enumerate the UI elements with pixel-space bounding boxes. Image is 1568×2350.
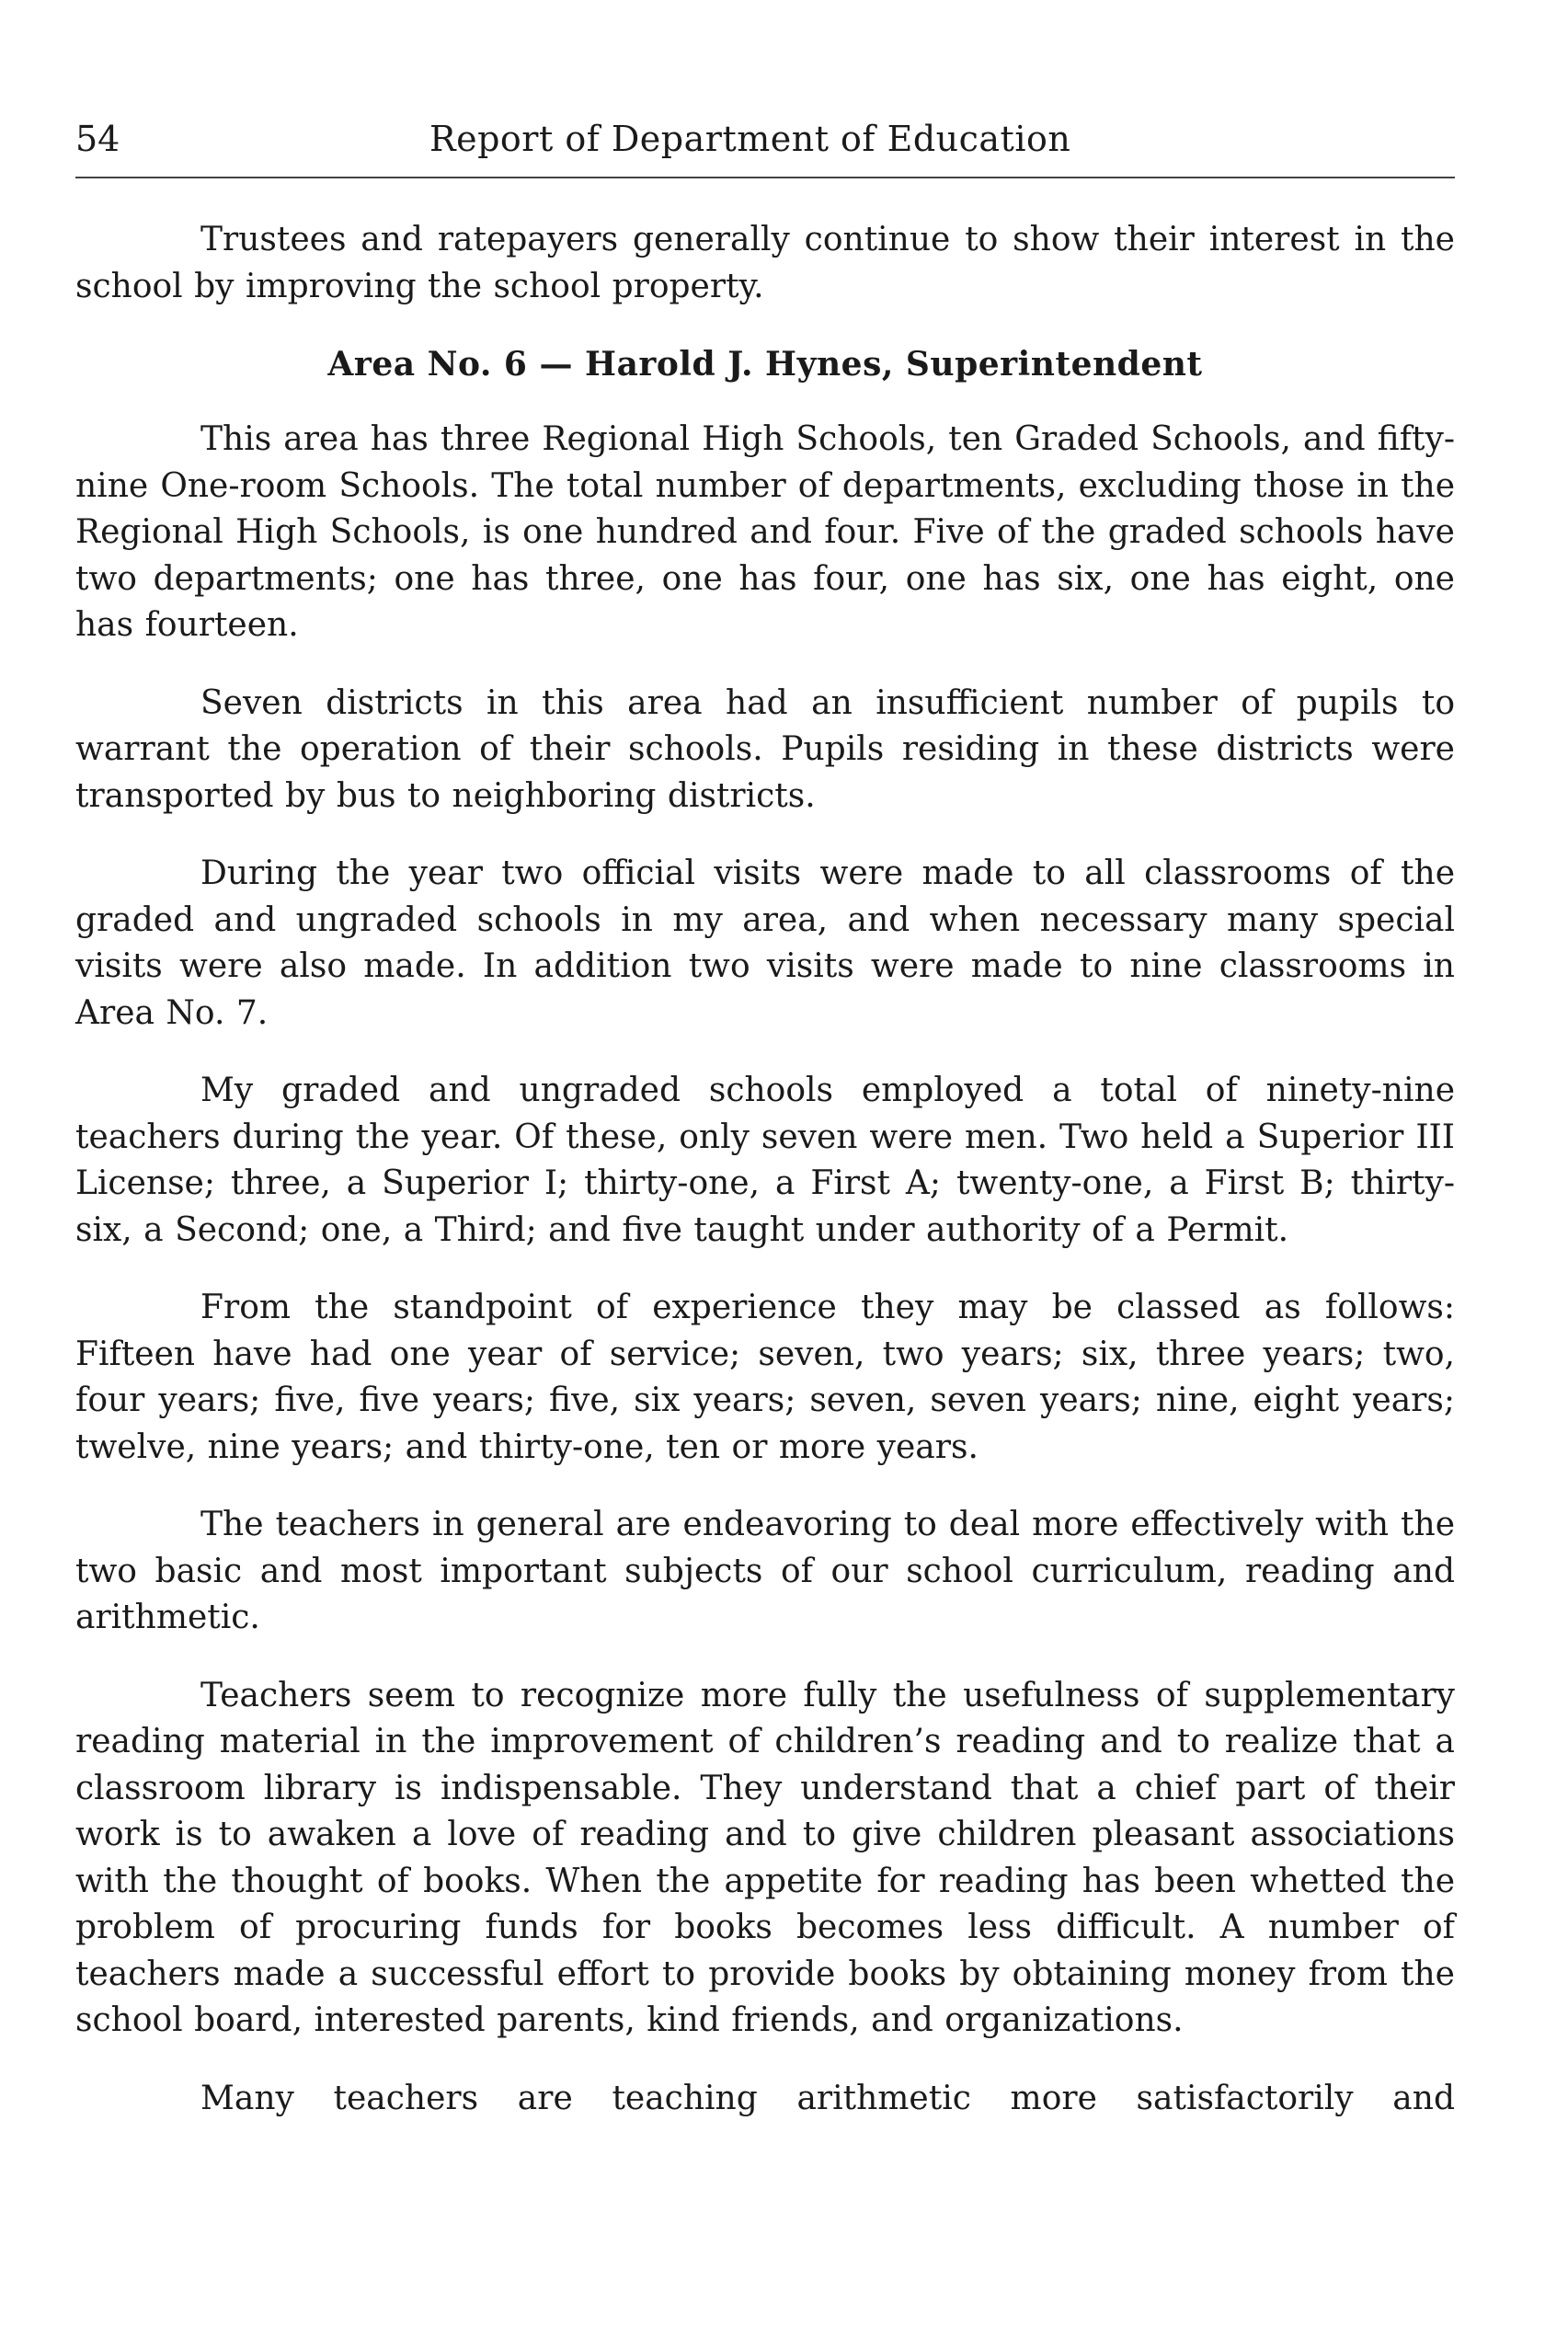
paragraph-transportation: Seven districts in this area had an insufficient number of pupils to warrant the operation of their schools. Pupils residing in these districts were transported by bus to neighboring districts. bbox=[75, 683, 1455, 815]
paragraph-intro: Trustees and ratepayers generally continue to show their interest in the school by improving the school property. bbox=[75, 221, 1455, 305]
paragraph-visits: During the year two official visits were made to all classrooms of the graded and ungraded schools in my area, and when necessary many special visits were also made. In addition two visits were made to nine classrooms in Area No. 7. bbox=[75, 854, 1455, 1032]
paragraph-teachers-licenses: My graded and ungraded schools employed a total of ninety-nine teachers during the year. Of these, only seven were men. Two held a Superior III License; three, a Superior I; thirty-one, a First A; twenty-one, a First B; thirty-six, a Second; one, a Third; and five taught under authority of a Permit. bbox=[75, 1072, 1455, 1249]
paragraph-supplementary-reading: Teachers seem to recognize more fully the usefulness of supplementary reading material in the improvement of children’s reading and to realize that a classroom library is indispensable. They understand that a chief part of their work is to awaken a love of reading and to give children pleasant associations with the thought of books. When the appetite for reading has been whetted the problem of procuring funds for books becomes less difficult. A number of teachers made a successful effort to provide books by obtaining money from the school board, interested parents, kind friends, and organizations. bbox=[75, 1676, 1455, 2039]
paragraph-basic-subjects: The teachers in general are endeavoring to deal more effectively with the two basic and most important subjects of our school curriculum, reading and arithmetic. bbox=[75, 1506, 1455, 1636]
running-header bbox=[75, 116, 1455, 162]
body-text bbox=[75, 217, 1455, 2122]
paragraph-arithmetic: Many teachers are teaching arithmetic more satisfactorily and bbox=[200, 2079, 1455, 2117]
header-rule bbox=[75, 177, 1455, 178]
page-number: 54 bbox=[75, 119, 120, 159]
running-header-title: Report of Department of Education bbox=[429, 119, 1071, 159]
paragraph-area-overview: This area has three Regional High Schools, ten Graded Schools, and fifty-nine One-room Schools. The total number of departments, excluding those in the Regional High Schools, is one hundred and four. Five of the graded schools have two departments; one has three, one has four, one has six, one has eight, one has fourteen. bbox=[75, 420, 1455, 644]
paragraph-teacher-experience: From the standpoint of experience they may be classed as follows: Fifteen have had one year of service; seven, two years; six, three years; two, four years; five, five years; five, six years; seven, seven years; nine, eight years; twelve, nine years; and thirty-one, ten or more years. bbox=[75, 1289, 1455, 1466]
section-heading: Area No. 6 — Harold J. Hynes, Superintendent bbox=[327, 345, 1203, 384]
